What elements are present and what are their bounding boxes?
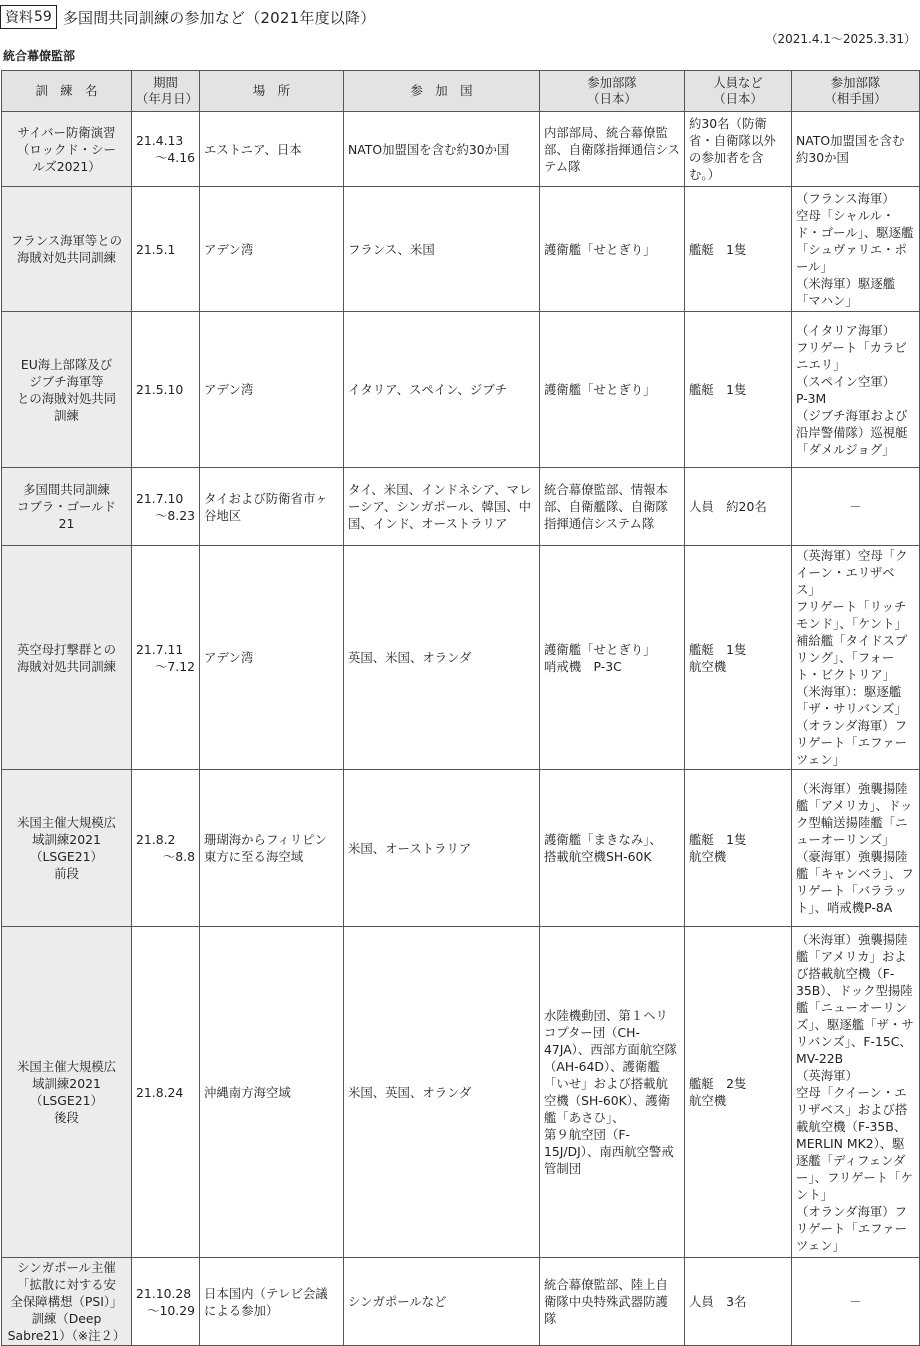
cell-place: アデン湾 <box>200 546 344 770</box>
cell-name: シンガポール主催 「拡散に対する安 全保障構想（PSI）」 訓練（Deep Sabre21）（※注２） <box>2 1258 132 1346</box>
cell-unit-partner: （英海軍）空母「クイーン・エリザベス」 フリゲート「リッチモンド」、「ケント」 補給艦「タイドスプリング」、「フォート・ビクトリア」 （米海軍）：駆逐艦「ザ・サリバンズ」 （オランダ海軍）フリゲート「エファーツェン」 <box>792 546 920 770</box>
cell-countries: イタリア、スペイン、ジブチ <box>344 312 540 468</box>
cell-unit-japan: 護衛艦「せとぎり」 哨戒機 P-3C <box>540 546 685 770</box>
table-row <box>2 187 920 312</box>
column-header-place: 場 所 <box>200 71 344 112</box>
cell-countries: フランス、米国 <box>344 187 540 312</box>
column-header-personnel: 人員など （日本） <box>685 71 792 112</box>
cell-date: 21.7.10 ～8.23 <box>132 468 200 546</box>
cell-personnel: 艦艇 2隻 航空機 <box>685 927 792 1258</box>
reference-number-box <box>0 5 57 29</box>
cell-countries: 米国、英国、オランダ <box>344 927 540 1258</box>
table-row <box>2 112 920 187</box>
table-row <box>2 770 920 927</box>
cell-name: EU海上部隊及び ジブチ海軍等 との海賊対処共同 訓練 <box>2 312 132 468</box>
cell-place: 珊瑚海からフィリピン東方に至る海空域 <box>200 770 344 927</box>
cell-place: アデン湾 <box>200 312 344 468</box>
exercise-table <box>1 70 920 1346</box>
page-title: 多国間共同訓練の参加など（2021年度以降） <box>62 8 376 27</box>
cell-place: 日本国内（テレビ会議による参加） <box>200 1258 344 1346</box>
cell-date: 21.10.28 ～10.29 <box>132 1258 200 1346</box>
cell-date: 21.4.13 ～4.16 <box>132 112 200 187</box>
cell-unit-partner: （米海軍）強襲揚陸艦「アメリカ」および搭載航空機（F-35B）、ドック型揚陸艦「ニューオーリンズ」、駆逐艦「ザ・サリバンズ」、F-15C、MV-22B （英海軍） 空母「クイーン・エリザベス」および搭載航空機（F-35B、MERLIN MK2）、駆逐艦「ディフェンダー」、フリゲート「ケント」 （オランダ海軍）フリゲート「エファーツェン」 <box>792 927 920 1258</box>
cell-unit-japan: 水陸機動団、第１ヘリコプター団（CH-47JA）、西部方面航空隊（AH-64D）、護衛艦「いせ」および搭載航空機（SH-60K）、護衛艦「あさひ」、 第９航空団（F-15J/DJ）、南西航空警戒管制団 <box>540 927 685 1258</box>
cell-countries: タイ、米国、インドネシア、マレーシア、シンガポール、韓国、中国、インド、オーストラリア <box>344 468 540 546</box>
cell-place: アデン湾 <box>200 187 344 312</box>
cell-personnel: 艦艇 1隻 航空機 <box>685 770 792 927</box>
cell-unit-japan: 護衛艦「せとぎり」 <box>540 312 685 468</box>
column-header-unit-japan: 参加部隊 （日本） <box>540 71 685 112</box>
cell-place: タイおよび防衛省市ヶ谷地区 <box>200 468 344 546</box>
cell-place: エストニア、日本 <box>200 112 344 187</box>
cell-unit-partner: NATO加盟国を含む約30か国 <box>792 112 920 187</box>
cell-countries: 米国、オーストラリア <box>344 770 540 927</box>
cell-date: 21.5.10 <box>132 312 200 468</box>
reference-number: 59 <box>34 9 52 25</box>
cell-name: 米国主催大規模広 域訓練2021 （LSGE21） 前段 <box>2 770 132 927</box>
cell-name: 英空母打撃群との 海賊対処共同訓練 <box>2 546 132 770</box>
cell-unit-partner: － <box>792 1258 920 1346</box>
header <box>0 4 375 30</box>
column-header-countries: 参 加 国 <box>344 71 540 112</box>
column-header-unit-partner: 参加部隊 （相手国） <box>792 71 920 112</box>
cell-name: フランス海軍等との 海賊対処共同訓練 <box>2 187 132 312</box>
cell-unit-japan: 統合幕僚監部、情報本部、自衛艦隊、自衛隊指揮通信システム隊 <box>540 468 685 546</box>
cell-date: 21.8.2 ～8.8 <box>132 770 200 927</box>
cell-date: 21.5.1 <box>132 187 200 312</box>
cell-countries: シンガポールなど <box>344 1258 540 1346</box>
cell-name: 多国間共同訓練 コブラ・ゴールド 21 <box>2 468 132 546</box>
cell-name: 米国主催大規模広 域訓練2021 （LSGE21） 後段 <box>2 927 132 1258</box>
reference-label: 資料 <box>5 10 33 26</box>
cell-date: 21.8.24 <box>132 927 200 1258</box>
cell-personnel: 艦艇 1隻 <box>685 312 792 468</box>
cell-place: 沖縄南方海空域 <box>200 927 344 1258</box>
table-row <box>2 468 920 546</box>
cell-unit-partner: － <box>792 468 920 546</box>
table-row <box>2 927 920 1258</box>
cell-countries: 英国、米国、オランダ <box>344 546 540 770</box>
table-row <box>2 1258 920 1346</box>
cell-name: サイバー防衛演習 （ロックド・シー ルズ2021） <box>2 112 132 187</box>
cell-personnel: 艦艇 1隻 航空機 <box>685 546 792 770</box>
cell-personnel: 人員 3名 <box>685 1258 792 1346</box>
table-row <box>2 312 920 468</box>
cell-unit-japan: 内部部局、統合幕僚監部、自衛隊指揮通信システム隊 <box>540 112 685 187</box>
period-range: （2021.4.1～2025.3.31） <box>765 32 916 46</box>
table-header-row <box>2 71 920 112</box>
cell-unit-japan: 護衛艦「せとぎり」 <box>540 187 685 312</box>
cell-unit-japan: 統合幕僚監部、陸上自衛隊中央特殊武器防護隊 <box>540 1258 685 1346</box>
cell-personnel: 約30名（防衛省・自衛隊以外の参加者を含む。） <box>685 112 792 187</box>
cell-countries: NATO加盟国を含む約30か国 <box>344 112 540 187</box>
cell-unit-partner: （米海軍）強襲揚陸艦「アメリカ」、ドック型輸送揚陸艦「ニューオーリンズ」 （豪海軍）強襲揚陸艦「キャンベラ」、フリゲート「バララット」、哨戒機P-8A <box>792 770 920 927</box>
cell-personnel: 人員 約20名 <box>685 468 792 546</box>
column-header-date: 期間 （年月日） <box>132 71 200 112</box>
cell-date: 21.7.11 ～7.12 <box>132 546 200 770</box>
cell-unit-japan: 護衛艦「まきなみ」、 搭載航空機SH-60K <box>540 770 685 927</box>
column-header-name: 訓 練 名 <box>2 71 132 112</box>
organization-label: 統合幕僚監部 <box>3 49 76 63</box>
cell-personnel: 艦艇 1隻 <box>685 187 792 312</box>
table-row <box>2 546 920 770</box>
cell-unit-partner: （フランス海軍） 空母「シャルル・ド・ゴール」、駆逐艦「シュヴァリエ・ポール」 （米海軍）駆逐艦「マハン」 <box>792 187 920 312</box>
cell-unit-partner: （イタリア海軍） フリゲート「カラビニエリ」 （スペイン空軍） P-3M （ジブチ海軍および沿岸警備隊）巡視艇「ダメルジョグ」 <box>792 312 920 468</box>
